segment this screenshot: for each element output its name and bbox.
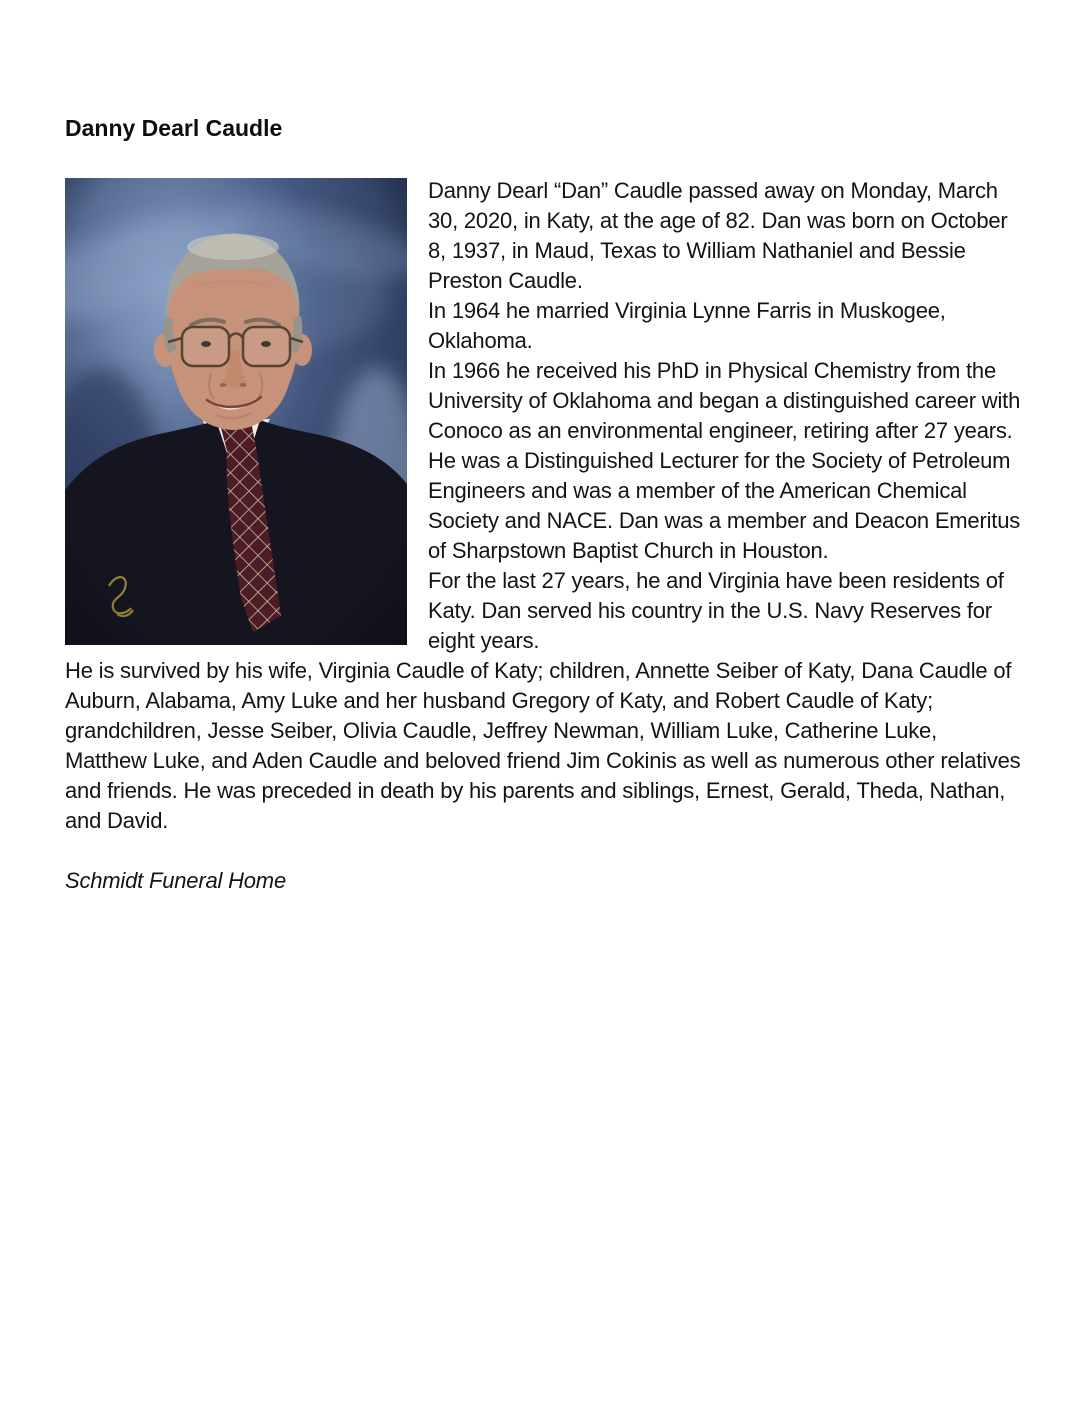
obituary-title: Danny Dearl Caudle — [65, 115, 283, 141]
obituary-paragraph: He is survived by his wife, Virginia Caudle of Katy; children, Annette Seiber of Katy, Dana Caudle of Auburn, Alabama, Amy Luke and her husband Gregory of Katy, and Robert Caudle of Katy; grandchildren, Jesse Seiber, Olivia Caudle, Jeffrey Newman, William Luke, Catherine Luke, Matthew Luke, and Aden Caudle and beloved friend Jim Cokinis as well as numerous other relatives and friends. He was preceded in death by his parents and siblings, Ernest, Gerald, Theda, Nathan, and David. — [65, 658, 1021, 833]
obituary-paragraph: In 1966 he received his PhD in Physical Chemistry from the University of Oklahoma and began a distinguished career with Conoco as an environmental engineer, retiring after 27 years. — [428, 358, 1021, 443]
obituary-paragraph: Danny Dearl “Dan” Caudle passed away on Monday, March 30, 2020, in Katy, at the age of 82. Dan was born on October 8, 1937, in Maud, Texas to William Nathaniel and Bessie Preston Caudle. — [428, 178, 1008, 293]
portrait-photo-illustration — [65, 178, 407, 645]
obituary-paragraph: He was a Distinguished Lecturer for the Society of Petroleum Engineers and was a member of the American Chemical Society and NACE. Dan was a member and Deacon Emeritus of Sharpstown Baptist Church in Houston. — [428, 448, 1021, 563]
obituary-paragraph: In 1964 he married Virginia Lynne Farris in Muskogee, Oklahoma. — [428, 298, 946, 353]
portrait-photo — [65, 178, 407, 645]
obituary-body — [65, 176, 1022, 896]
obituary-paragraph: For the last 27 years, he and Virginia have been residents of Katy. Dan served his country in the U.S. Navy Reserves for eight years. — [428, 568, 1004, 653]
funeral-home-credit: Schmidt Funeral Home — [65, 868, 286, 893]
